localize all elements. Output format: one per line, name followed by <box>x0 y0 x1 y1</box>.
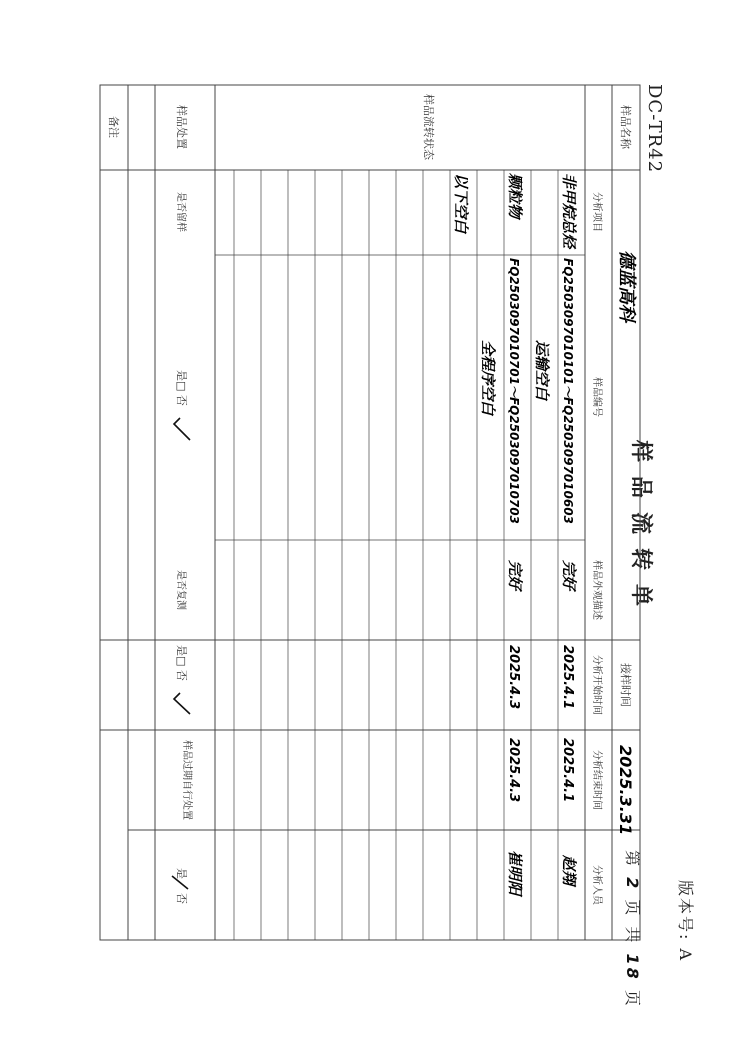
page-suffix: 页 <box>623 989 642 1009</box>
row1-start: 2025.4.1 <box>560 645 575 710</box>
label-appearance: 样品外观描述 <box>591 560 602 620</box>
form-title: 样品流转单 <box>628 439 654 620</box>
version-number: 版本号: A <box>676 880 695 963</box>
row3-appearance: 完好 <box>506 560 524 591</box>
retain-no-checkmark <box>174 418 190 440</box>
page-current: 2 <box>623 877 642 892</box>
label-sample-no: 样品编号 <box>591 377 602 417</box>
row3-start: 2025.4.3 <box>506 645 521 710</box>
label-status-text: 样品流转状态 <box>422 94 435 160</box>
row3-analyst: 崔明阳 <box>506 850 524 896</box>
row4-sample-no: 全程序空白 <box>479 340 497 416</box>
label-start-time: 分析开始时间 <box>591 655 602 715</box>
label-end-time: 分析结束时间 <box>591 750 602 810</box>
label-remark: 备注 <box>107 116 120 138</box>
row2-sample-no: 运输空白 <box>533 340 551 401</box>
row1-item: 非甲烷总烃 <box>560 173 578 249</box>
label-receive-time: 接样时间 <box>619 663 632 707</box>
label-sample-name: 样品名称 <box>619 105 632 149</box>
label-retain: 是否留样 <box>175 192 186 232</box>
label-expired: 样品过期自行处置 <box>181 740 192 820</box>
label-analyst: 分析人员 <box>591 865 602 905</box>
label-disposal: 样品处置 <box>175 105 188 149</box>
page-total: 18 <box>623 953 642 982</box>
value-sample-name: 德蓝高科 <box>616 250 637 322</box>
row3-sample-no: FQ2503097010701～FQ2503097010703 <box>507 258 521 524</box>
retest-no-checkmark <box>174 693 190 714</box>
row5-item: 以下空白 <box>452 173 470 234</box>
page-mid: 页 共 <box>623 899 642 946</box>
row1-appearance: 完好 <box>560 560 578 591</box>
label-analysis-item: 分析项目 <box>591 192 602 232</box>
page-prefix: 第 <box>623 850 642 870</box>
expired-no: 否 <box>175 893 188 904</box>
document-code: DC-TR42 <box>644 84 665 174</box>
retest-yes-no: 是□ 否 <box>175 645 188 681</box>
retain-yes-no: 是□ 否 <box>175 370 188 406</box>
row1-analyst: 赵翔 <box>560 855 578 886</box>
expired-yes: 是 <box>175 868 188 879</box>
row1-end: 2025.4.1 <box>560 738 575 803</box>
row3-item: 颗粒物 <box>506 173 524 219</box>
row3-end: 2025.4.3 <box>506 738 521 803</box>
value-receive-time: 2025.3.31 <box>616 745 635 836</box>
label-retest: 是否复测 <box>175 570 186 610</box>
label-status <box>422 94 436 161</box>
row1-sample-no: FQ2503097010101～FQ2503097010603 <box>561 258 575 524</box>
